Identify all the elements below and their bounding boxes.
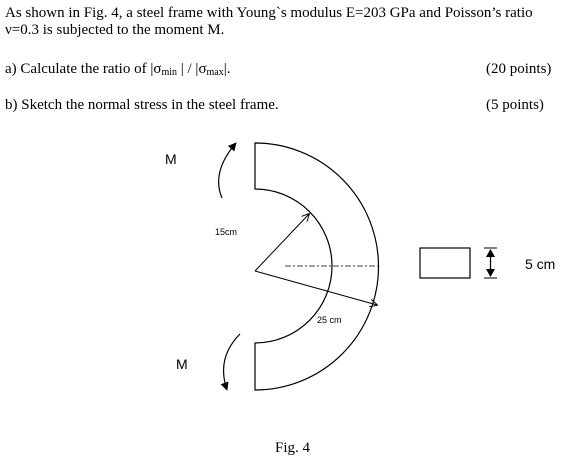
thickness-arrow-up [486,249,495,257]
part-a-sub-max: max [206,67,224,78]
figure-caption: Fig. 4 [275,440,311,456]
moment-top-label: M [165,151,177,167]
part-a-middle: | / |σ [177,61,207,77]
cross-section-rect [420,248,470,278]
intro-line-2: ν=0.3 is subjected to the moment M. [5,22,225,38]
part-a-prefix: a) Calculate the ratio of |σ [5,61,162,77]
thickness-label: 5 cm [525,256,556,272]
outer-radius-line [255,271,377,305]
frame-outline [255,143,379,390]
part-b-points: (5 points) [486,97,544,113]
inner-radius-line [255,214,309,271]
part-a-suffix: |. [223,61,231,77]
thickness-arrow-down [486,269,495,277]
intro-line-1: As shown in Fig. 4, a steel frame with Young`s modulus E=203 GPa and Poisson’s ratio [5,5,533,21]
part-b-question: b) Sketch the normal stress in the steel frame. [5,97,279,113]
moment-bottom-label: M [176,356,188,372]
moment-top-arrow [219,143,236,198]
outer-radius-label: 25 cm [317,315,342,325]
moment-bottom-arrow [224,334,240,390]
part-a-points: (20 points) [486,61,552,77]
part-a-sub-min: min [161,67,178,78]
inner-radius-label: 15cm [215,227,238,237]
